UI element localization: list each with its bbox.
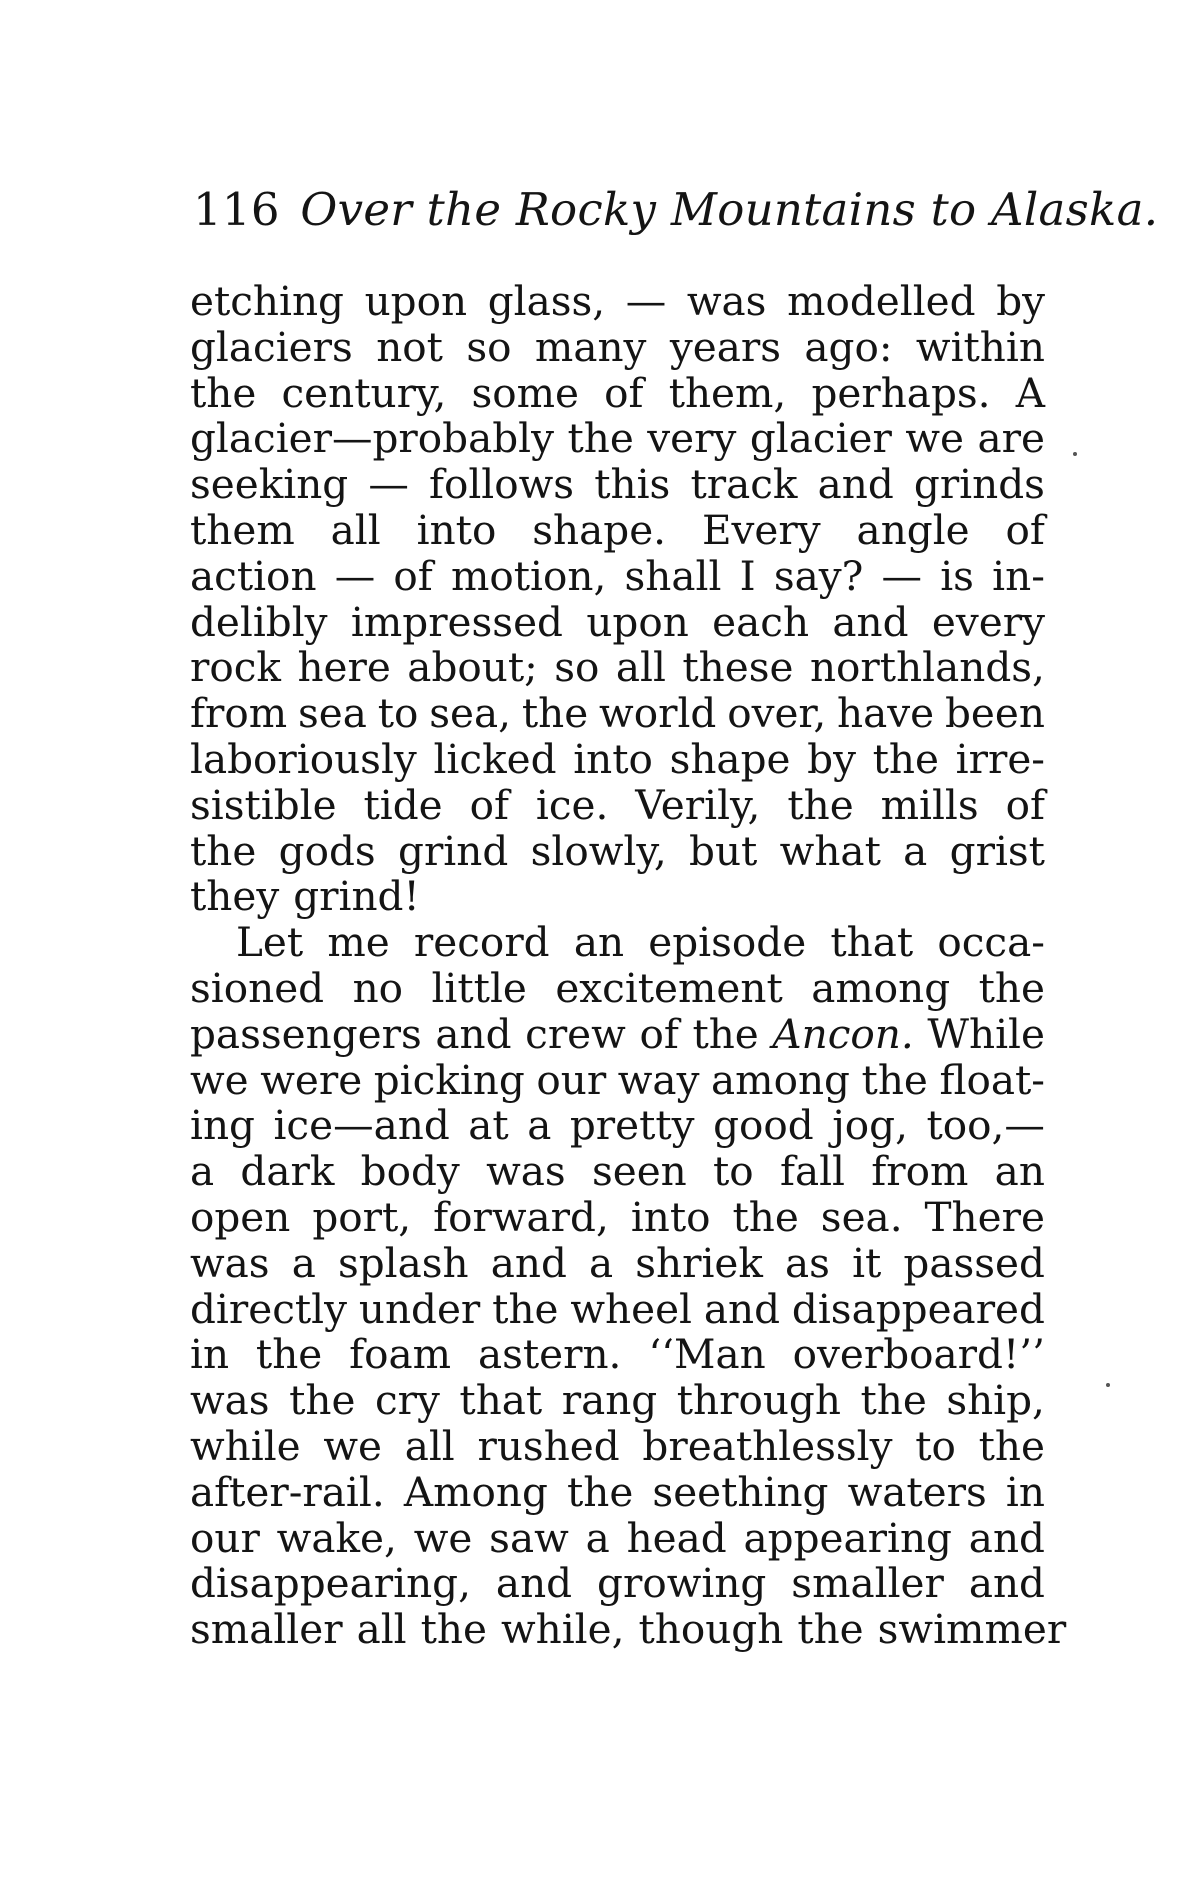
word: sea. bbox=[820, 1192, 903, 1241]
word: seething bbox=[652, 1467, 829, 1516]
word: ‘‘Man bbox=[648, 1330, 766, 1379]
body-text bbox=[190, 277, 1067, 1654]
word: not bbox=[376, 322, 443, 371]
word: by bbox=[807, 734, 856, 783]
word: the bbox=[567, 414, 634, 463]
text-line bbox=[190, 1009, 1045, 1058]
word: ing bbox=[190, 1101, 255, 1150]
word: of bbox=[1005, 505, 1045, 554]
word: century, bbox=[281, 368, 447, 417]
word: saw bbox=[489, 1513, 569, 1562]
word: ago: bbox=[804, 322, 893, 371]
word: are bbox=[977, 414, 1045, 463]
word: the bbox=[797, 1605, 864, 1654]
text-line bbox=[190, 505, 1045, 554]
word: upon bbox=[364, 277, 468, 325]
page-header bbox=[193, 180, 1159, 240]
word: the bbox=[978, 963, 1045, 1012]
word: disappearing, bbox=[190, 1559, 471, 1608]
word: so bbox=[466, 322, 512, 371]
word: disappeared bbox=[791, 1284, 1045, 1333]
word: sea bbox=[297, 689, 367, 738]
word: tide bbox=[363, 780, 443, 829]
text-line bbox=[190, 874, 1045, 920]
word: in bbox=[190, 1330, 230, 1379]
word: and bbox=[832, 597, 909, 646]
word: While bbox=[927, 1009, 1045, 1058]
word: the bbox=[566, 1467, 634, 1516]
word: and bbox=[490, 1238, 567, 1287]
word: head bbox=[626, 1513, 727, 1562]
word: no bbox=[352, 963, 404, 1012]
word: each bbox=[712, 597, 810, 646]
word: slowly, bbox=[530, 826, 667, 875]
text-line bbox=[190, 1605, 1067, 1654]
text-line bbox=[190, 1332, 1045, 1378]
word: was bbox=[486, 1147, 566, 1196]
print-speck bbox=[1106, 1383, 1110, 1387]
word: angle bbox=[856, 505, 970, 554]
word: that bbox=[830, 918, 914, 967]
word: the bbox=[860, 1376, 927, 1425]
word: rock bbox=[190, 643, 281, 692]
word: excitement bbox=[555, 963, 783, 1012]
word: and bbox=[968, 1559, 1045, 1608]
word: mills bbox=[880, 780, 979, 829]
word: this bbox=[594, 460, 671, 509]
word: glass, bbox=[487, 277, 606, 325]
word: wake, bbox=[276, 1513, 397, 1562]
word: from bbox=[871, 1147, 969, 1196]
word: the bbox=[492, 1284, 559, 1333]
word: pretty bbox=[569, 1101, 695, 1150]
word: rang bbox=[561, 1376, 658, 1425]
word: passengers bbox=[190, 1009, 422, 1058]
word: waters bbox=[847, 1467, 987, 1516]
word: from bbox=[190, 689, 288, 738]
word: northlands, bbox=[809, 643, 1045, 692]
word: a bbox=[291, 1238, 316, 1287]
word: of bbox=[604, 368, 644, 417]
word: smaller bbox=[791, 1559, 944, 1608]
word: of bbox=[393, 551, 433, 600]
word: wheel bbox=[570, 1284, 693, 1333]
word: the bbox=[420, 1605, 487, 1654]
word: is bbox=[940, 551, 974, 600]
word: been bbox=[944, 689, 1045, 738]
word: shriek bbox=[635, 1238, 763, 1287]
word: the bbox=[190, 826, 257, 875]
word: our bbox=[536, 1055, 607, 1104]
text-line bbox=[190, 1055, 1045, 1104]
word: by bbox=[996, 277, 1045, 325]
word: I bbox=[739, 551, 756, 600]
word: directly bbox=[190, 1284, 347, 1333]
word: delibly bbox=[190, 597, 328, 646]
word: in bbox=[1005, 1467, 1045, 1516]
word: appearing bbox=[743, 1513, 952, 1562]
word: perhaps. bbox=[811, 368, 991, 417]
word: the bbox=[978, 1421, 1045, 1470]
word: and bbox=[435, 1009, 512, 1058]
word: our bbox=[190, 1513, 260, 1562]
word: into bbox=[416, 505, 497, 554]
word: and bbox=[495, 1559, 573, 1608]
word: Among bbox=[403, 1467, 548, 1516]
text-line bbox=[190, 551, 1045, 600]
word: grinds bbox=[913, 460, 1045, 509]
word: ship, bbox=[946, 1376, 1045, 1425]
word: over, bbox=[727, 689, 827, 738]
word: what bbox=[779, 826, 881, 875]
word: say? bbox=[773, 551, 864, 600]
word: an bbox=[573, 918, 625, 967]
word: all bbox=[356, 1605, 407, 1654]
word: record bbox=[413, 918, 550, 967]
word: Let bbox=[236, 918, 304, 967]
text-line bbox=[190, 1238, 1045, 1287]
word: while bbox=[190, 1421, 301, 1470]
word: overboard!’’ bbox=[792, 1330, 1045, 1379]
word: among bbox=[711, 1055, 850, 1104]
word: the bbox=[787, 780, 854, 829]
word: way bbox=[617, 1055, 700, 1104]
word: many bbox=[534, 322, 647, 371]
word: modelled bbox=[787, 277, 976, 325]
text-line bbox=[190, 734, 1045, 783]
text-line bbox=[190, 462, 1045, 508]
word: within bbox=[915, 322, 1045, 371]
word: a bbox=[903, 826, 928, 875]
word: etching bbox=[190, 277, 344, 325]
word: world bbox=[599, 689, 717, 738]
word: irre- bbox=[955, 734, 1045, 783]
word: smaller bbox=[190, 1605, 343, 1654]
word: Every bbox=[701, 505, 821, 554]
text-line bbox=[190, 1378, 1045, 1424]
word: occa- bbox=[937, 918, 1045, 967]
word: a bbox=[585, 1513, 610, 1562]
word: was bbox=[190, 1238, 270, 1287]
word: but bbox=[689, 826, 758, 875]
word: licked bbox=[433, 734, 557, 783]
word: picking bbox=[373, 1055, 525, 1104]
word: astern. bbox=[477, 1330, 622, 1379]
word: all bbox=[404, 1421, 455, 1470]
text-line bbox=[190, 1561, 1045, 1607]
word: so bbox=[554, 643, 600, 692]
word: the bbox=[190, 368, 257, 417]
word: — bbox=[881, 551, 923, 600]
word: too,— bbox=[926, 1101, 1045, 1150]
word: of bbox=[1005, 780, 1045, 829]
text-line bbox=[190, 1467, 1045, 1516]
word: good bbox=[713, 1101, 814, 1150]
text-line bbox=[190, 1192, 1045, 1241]
word: into bbox=[630, 1192, 711, 1241]
word: dark bbox=[240, 1147, 335, 1196]
word: them bbox=[190, 505, 295, 554]
word: the bbox=[255, 1330, 323, 1379]
text-line bbox=[190, 920, 1045, 966]
word: while, bbox=[500, 1605, 625, 1654]
text-line bbox=[190, 597, 1045, 646]
word: gods bbox=[278, 826, 376, 875]
word: track bbox=[690, 460, 798, 509]
word: we bbox=[190, 1055, 249, 1104]
word: these bbox=[682, 643, 794, 692]
word: grist bbox=[949, 826, 1045, 875]
word: Verily, bbox=[635, 780, 761, 829]
word: the bbox=[289, 1376, 356, 1425]
word: them, bbox=[668, 368, 787, 417]
text-line bbox=[190, 1284, 1045, 1333]
word: glacier bbox=[749, 414, 892, 463]
text-line bbox=[190, 1149, 1045, 1195]
word: impressed bbox=[350, 597, 563, 646]
word: grind! bbox=[293, 872, 420, 921]
word: the bbox=[732, 1192, 799, 1241]
word: forward, bbox=[433, 1192, 609, 1241]
text-line bbox=[190, 1103, 1045, 1149]
word: — bbox=[334, 551, 376, 600]
text-line bbox=[190, 1513, 1045, 1562]
word: fall bbox=[779, 1147, 845, 1196]
word: was bbox=[686, 277, 767, 325]
word: it bbox=[852, 1238, 882, 1287]
word: There bbox=[924, 1192, 1045, 1241]
word: and bbox=[703, 1284, 781, 1333]
word: upon bbox=[586, 597, 689, 646]
word: a bbox=[190, 1147, 215, 1196]
word: seeking bbox=[190, 460, 349, 509]
word: have bbox=[837, 689, 935, 738]
word: Ancon. bbox=[772, 1009, 914, 1058]
word: a bbox=[588, 1238, 614, 1287]
word: swimmer bbox=[877, 1605, 1067, 1654]
text-line bbox=[190, 645, 1045, 691]
word: me bbox=[327, 918, 390, 967]
word: though bbox=[638, 1605, 784, 1654]
print-speck bbox=[1073, 452, 1077, 456]
page-number: 116 bbox=[193, 183, 280, 236]
word: to bbox=[377, 689, 419, 738]
word: at bbox=[468, 1101, 509, 1150]
word: through bbox=[676, 1376, 841, 1425]
word: float- bbox=[939, 1055, 1045, 1104]
word: cry bbox=[374, 1376, 440, 1425]
word: growing bbox=[597, 1559, 767, 1608]
word: they bbox=[190, 872, 280, 921]
word: all bbox=[330, 505, 381, 554]
word: seen bbox=[591, 1147, 687, 1196]
word: splash bbox=[337, 1238, 469, 1287]
word: here bbox=[297, 643, 391, 692]
word: into bbox=[573, 734, 653, 783]
text-line bbox=[190, 826, 1045, 875]
word: breathlessly bbox=[642, 1421, 893, 1470]
word: crew bbox=[525, 1009, 626, 1058]
text-line bbox=[190, 279, 1045, 325]
text-line bbox=[190, 780, 1045, 829]
running-title: Over the Rocky Mountains to Alaska. bbox=[300, 183, 1159, 236]
word: foam bbox=[349, 1330, 452, 1379]
text-line bbox=[190, 416, 1045, 462]
text-line bbox=[190, 368, 1045, 417]
word: action bbox=[190, 551, 317, 600]
word: some bbox=[471, 368, 580, 417]
word: were bbox=[260, 1055, 363, 1104]
text-line bbox=[190, 1421, 1045, 1470]
text-line bbox=[190, 963, 1045, 1012]
word: the bbox=[692, 1009, 759, 1058]
word: jog, bbox=[832, 1101, 908, 1150]
word: to bbox=[713, 1147, 754, 1196]
word: of bbox=[469, 780, 509, 829]
word: ice—and bbox=[273, 1101, 450, 1150]
word: port, bbox=[312, 1192, 412, 1241]
word: — bbox=[368, 460, 409, 509]
word: ice. bbox=[535, 780, 609, 829]
word: very bbox=[647, 414, 737, 463]
word: an bbox=[994, 1147, 1045, 1196]
word: years bbox=[669, 322, 781, 371]
text-line bbox=[190, 691, 1045, 737]
word: we bbox=[323, 1421, 382, 1470]
word: the bbox=[861, 1055, 928, 1104]
word: sioned bbox=[190, 963, 325, 1012]
word: shape bbox=[669, 734, 791, 783]
word: shall bbox=[624, 551, 722, 600]
word: in- bbox=[992, 551, 1045, 600]
word: of bbox=[639, 1009, 679, 1058]
word: — bbox=[625, 277, 667, 325]
word: all bbox=[615, 643, 666, 692]
word: the bbox=[521, 689, 589, 738]
word: grind bbox=[398, 826, 509, 875]
word: motion, bbox=[450, 551, 607, 600]
word: sea, bbox=[429, 689, 512, 738]
word: we bbox=[413, 1513, 473, 1562]
word: A bbox=[1015, 368, 1045, 417]
word: laboriously bbox=[190, 734, 417, 783]
word: under bbox=[358, 1284, 481, 1333]
word: follows bbox=[428, 460, 575, 509]
word: a bbox=[527, 1101, 552, 1150]
word: after-rail. bbox=[190, 1467, 385, 1516]
word: glacier—probably bbox=[190, 414, 554, 463]
word: among bbox=[811, 963, 951, 1012]
word: the bbox=[872, 734, 939, 783]
text-line bbox=[190, 322, 1045, 371]
word: to bbox=[915, 1421, 956, 1470]
word: and bbox=[817, 460, 894, 509]
word: little bbox=[431, 963, 527, 1012]
word: episode bbox=[648, 918, 807, 967]
word: open bbox=[190, 1192, 291, 1241]
word: and bbox=[968, 1513, 1045, 1562]
word: shape. bbox=[532, 505, 667, 554]
word: about; bbox=[407, 643, 538, 692]
word: as bbox=[785, 1238, 830, 1287]
word: that bbox=[459, 1376, 543, 1425]
word: glaciers bbox=[190, 322, 353, 371]
word: passed bbox=[903, 1238, 1045, 1287]
word: sistible bbox=[190, 780, 337, 829]
word: we bbox=[905, 414, 964, 463]
word: every bbox=[931, 597, 1045, 646]
word: was bbox=[190, 1376, 270, 1425]
word: body bbox=[360, 1147, 460, 1196]
word: rushed bbox=[477, 1421, 620, 1470]
